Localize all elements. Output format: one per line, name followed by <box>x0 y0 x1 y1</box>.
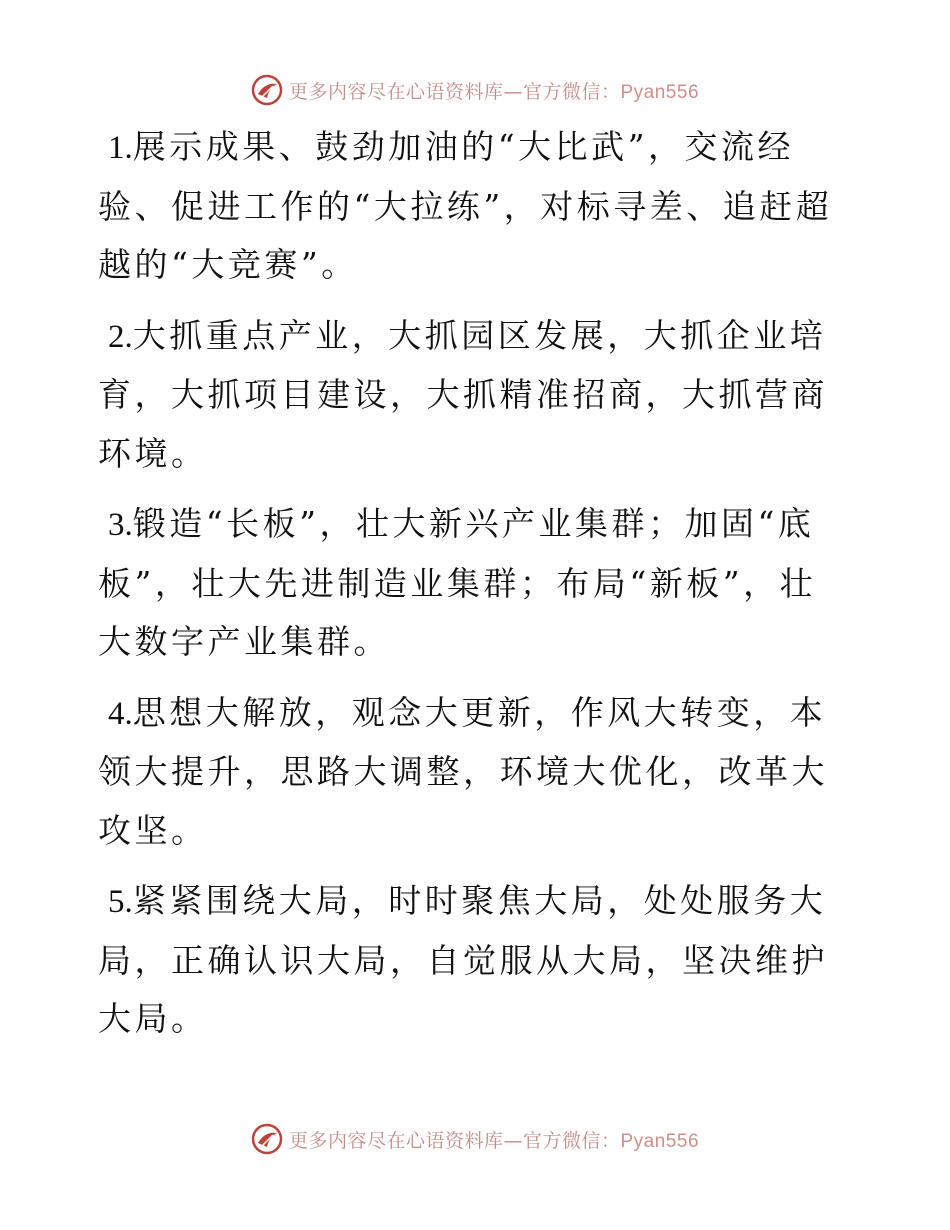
watermark-text: 更多内容尽在心语资料库—官方微信：Pyan556 <box>288 80 700 103</box>
item-number: 2. <box>108 318 133 355</box>
item-text: 紧紧围绕大局，时时聚焦大局，处处服务大局，正确认识大局，自觉服从大局，坚决维护大局。 <box>98 881 828 1038</box>
item-text: 锻造“长板”，壮大新兴产业集群；加固“底板”，壮大先进制造业集群；布局“新板”，壮大数字产业集群。 <box>98 504 817 661</box>
item-number: 5. <box>108 884 133 920</box>
item-number: 1. <box>108 130 133 166</box>
header-watermark <box>0 70 950 110</box>
list-item <box>98 872 850 1049</box>
item-number: 4. <box>108 695 133 732</box>
brand-logo-icon <box>251 1123 283 1155</box>
list-item <box>98 684 850 861</box>
list-item <box>98 307 850 484</box>
document-body <box>98 118 850 1061</box>
list-item <box>98 118 850 295</box>
footer-watermark <box>0 1119 950 1159</box>
item-text: 大抓重点产业，大抓园区发展，大抓企业培育，大抓项目建设，大抓精准招商，大抓营商环境。 <box>98 315 828 473</box>
list-item <box>98 495 850 672</box>
item-text: 展示成果、鼓劲加油的“大比武”，交流经验、促进工作的“大拉练”，对标寻差、追赶超越的“大竞赛”。 <box>98 127 833 284</box>
brand-logo-icon <box>251 74 283 106</box>
item-text: 思想大解放，观念大更新，作风大转变，本领大提升，思路大调整，环境大优化，改革大攻坚。 <box>98 692 828 850</box>
watermark-text: 更多内容尽在心语资料库—官方微信：Pyan556 <box>288 1129 700 1152</box>
item-number: 3. <box>108 507 133 543</box>
